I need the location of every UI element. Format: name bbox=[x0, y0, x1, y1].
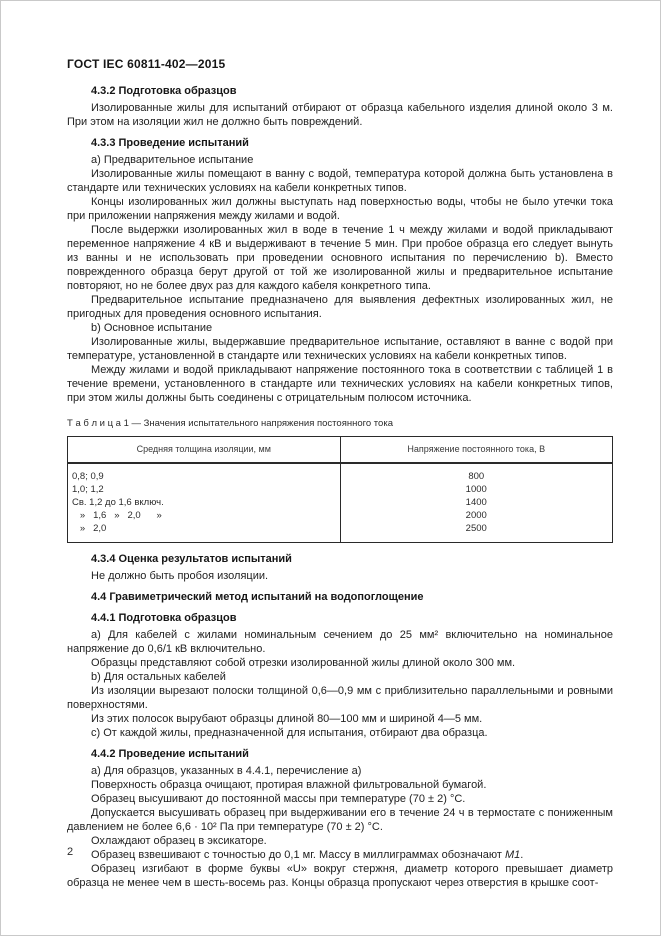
list-item-c: c) От каждой жилы, предназначенной для испытания, отбирают два образца. bbox=[91, 727, 488, 739]
paragraph-text: . bbox=[520, 849, 524, 861]
voltage-cell: 2000 bbox=[340, 509, 613, 522]
paragraph: Образцы представляют собой отрезки изолированной жилы длиной около 300 мм. bbox=[91, 657, 516, 669]
list-item-b: b) Основное испытание bbox=[91, 322, 213, 334]
section-heading-4-3-3: 4.3.3 Проведение испытаний bbox=[91, 137, 249, 149]
paragraph: После выдержки изолированных жил в воде в течение 1 ч между жилами и водой прикладывают переменное напряжение 4 кВ и выдерживают в течение 5 мин. При пробое образца его следует вынуть из ванны и не использовать при проведении основного испытания по перечислению b). Вместо поврежденного образца берут другой от той же изолированной жилы и предварительное испытание повторяют, но не более двух раз для каждого кабеля конкретного типа. bbox=[67, 224, 613, 292]
test-voltage-table bbox=[67, 436, 613, 543]
column-header-thickness: Средняя толщина изоляции, мм bbox=[68, 437, 341, 464]
section-heading-4-4-2: 4.4.2 Проведение испытаний bbox=[91, 748, 249, 760]
table-header-row bbox=[68, 437, 613, 464]
table-row bbox=[68, 509, 613, 522]
voltage-cell: 1400 bbox=[340, 496, 613, 509]
paragraph: Не должно быть пробоя изоляции. bbox=[91, 570, 269, 582]
paragraph: Концы изолированных жил должны выступать над поверхностью воды, чтобы не было утечки тока при приложении напряжения между жилами и водой. bbox=[67, 196, 613, 222]
page-content bbox=[1, 1, 660, 890]
section-heading-4-4: 4.4 Гравиметрический метод испытаний на водопоглощение bbox=[91, 591, 424, 603]
table-row bbox=[68, 483, 613, 496]
paragraph: Поверхность образца очищают, протирая влажной фильтровальной бумагой. bbox=[91, 779, 487, 791]
paragraph: Допускается высушивать образец при выдерживании его в течение 24 ч в термостате с пониженным давлением не более 6,6 · 10² Па при температуре (70 ± 2) °С. bbox=[67, 807, 613, 833]
m1-symbol: М1 bbox=[504, 849, 521, 861]
paragraph: Изолированные жилы помещают в ванну с водой, температура которой должна быть установлена в стандарте или технических условиях на кабели конкретных типов. bbox=[67, 168, 613, 194]
table-caption: Т а б л и ц а 1 — Значения испытательного напряжения постоянного тока bbox=[67, 418, 393, 429]
standard-number-header: ГОСТ IEC 60811-402—2015 bbox=[67, 57, 226, 71]
thickness-cell: 0,8; 0,9 bbox=[72, 471, 104, 482]
list-item-a: a) Для образцов, указанных в 4.4.1, перечисление a) bbox=[91, 765, 362, 777]
paragraph: Изолированные жилы для испытаний отбирают от образца кабельного изделия длиной около 3 м. При этом на изоляции жил не должно быть повреждений. bbox=[67, 102, 613, 128]
column-header-voltage: Напряжение постоянного тока, В bbox=[340, 437, 613, 464]
table-row bbox=[68, 496, 613, 509]
list-item-a: a) Для кабелей с жилами номинальным сечением до 25 мм² включительно на номинальное напряжение до 0,6/1 кВ включительно. bbox=[67, 629, 613, 655]
list-item-a: a) Предварительное испытание bbox=[91, 154, 254, 166]
paragraph: Образец высушивают до постоянной массы при температуре (70 ± 2) °С. bbox=[91, 793, 466, 805]
table-row bbox=[68, 522, 613, 543]
thickness-cell: 1,0; 1,2 bbox=[72, 484, 104, 495]
thickness-cell: » 1,6 » 2,0 » bbox=[72, 510, 162, 521]
paragraph: Между жилами и водой прикладывают напряжение постоянного тока в соответствии с таблицей 1 в течение времени, установленного в стандарте или технических условиях на кабели конкретных типов, при этом жилы должны быть соединены с отрицательным полюсом источника. bbox=[67, 364, 613, 404]
paragraph-text: Образец взвешивают с точностью до 0,1 мг. Массу в миллиграммах обозначают bbox=[91, 849, 505, 861]
voltage-cell: 2500 bbox=[340, 522, 613, 543]
page-number: 2 bbox=[67, 846, 74, 858]
thickness-cell: Св. 1,2 до 1,6 включ. bbox=[72, 497, 164, 508]
paragraph: Из этих полосок вырубают образцы длиной 80—100 мм и шириной 4—5 мм. bbox=[91, 713, 483, 725]
paragraph-weighing bbox=[67, 848, 613, 862]
list-item-b: b) Для остальных кабелей bbox=[91, 671, 226, 683]
thickness-cell: » 2,0 bbox=[72, 523, 107, 534]
voltage-cell: 1000 bbox=[340, 483, 613, 496]
paragraph: Образец изгибают в форме буквы «U» вокруг стержня, диаметр которого превышает диаметр образца не менее чем в шесть-восемь раз. Концы образца пропускают через отверстия в крышке соот- bbox=[67, 863, 613, 889]
paragraph: Охлаждают образец в эксикаторе. bbox=[91, 835, 267, 847]
section-heading-4-3-4: 4.3.4 Оценка результатов испытаний bbox=[91, 553, 292, 565]
paragraph: Предварительное испытание предназначено для выявления дефектных изолированных жил, не пригодных для проведения основного испытания. bbox=[67, 294, 613, 320]
section-heading-4-4-1: 4.4.1 Подготовка образцов bbox=[91, 612, 237, 624]
section-heading-4-3-2: 4.3.2 Подготовка образцов bbox=[91, 85, 237, 97]
paragraph: Изолированные жилы, выдержавшие предварительное испытание, оставляют в ванне с водой при температуре, установленной в стандарте или технических условиях на кабели конкретных типов. bbox=[67, 336, 613, 362]
voltage-cell: 800 bbox=[340, 463, 613, 483]
paragraph: Из изоляции вырезают полоски толщиной 0,6—0,9 мм с приблизительно параллельными и ровными поверхностями. bbox=[67, 685, 613, 711]
table-row bbox=[68, 463, 613, 483]
